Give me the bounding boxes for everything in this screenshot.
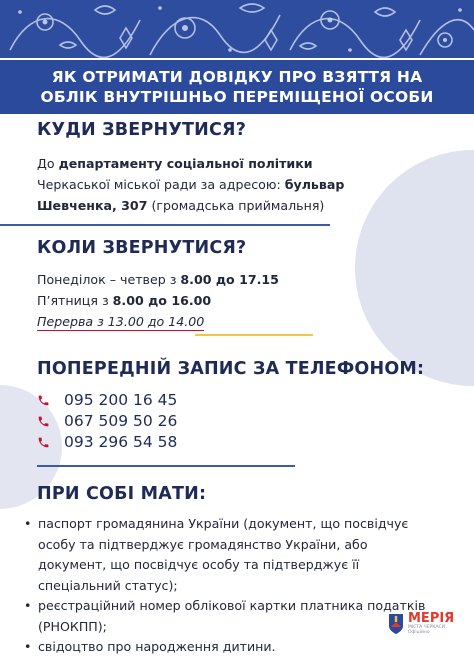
list-item: • реєстраційний номер облікової картки платника податків (РНОКПП); — [24, 596, 434, 637]
divider-yellow — [195, 334, 313, 336]
list-item: • свідоцтво про народження дитини. — [24, 637, 434, 658]
bullet-icon: • — [24, 598, 32, 613]
meria-logo — [388, 612, 454, 635]
when-hours: Понеділок – четвер з 8.00 до 17.15 П’ятниця з 8.00 до 16.00 Перерва з 13.00 до 14.00 — [37, 272, 279, 329]
title-banner — [0, 58, 474, 114]
where-heading: КУДИ ЗВЕРНУТИСЯ? — [37, 120, 247, 140]
decorative-circle-right — [355, 150, 474, 386]
phone-icon — [37, 415, 50, 428]
phone-row[interactable] — [37, 433, 177, 451]
bullet-icon: • — [24, 516, 32, 531]
ornament-pattern — [0, 0, 474, 58]
phones-heading: ПОПЕРЕДНІЙ ЗАПИС ЗА ТЕЛЕФОНОМ: — [37, 359, 425, 379]
phone-icon — [37, 394, 50, 407]
when-heading: КОЛИ ЗВЕРНУТИСЯ? — [37, 238, 247, 258]
phone-row[interactable] — [37, 412, 177, 430]
where-address: До департаменту соціальної політики Черкаської міської ради за адресою: бульвар Шевченка, 307 (громадська приймальня) — [37, 156, 345, 213]
logo-subtitle: МІСТА ЧЕРКАСИ — [408, 625, 446, 630]
divider-blue-2 — [37, 465, 295, 467]
logo-name: МЕРІЯ — [408, 611, 455, 626]
phone-number: 095 200 16 45 — [64, 391, 178, 409]
list-item: • паспорт громадянина України (документ, що посвідчує особу та підтверджує громадянство України, або документ, що посвідчує особу та підтверджує її спеціальний статус); — [24, 514, 434, 596]
phone-number: 093 296 54 58 — [64, 433, 178, 451]
page-title: ЯК ОТРИМАТИ ДОВІДКУ ПРО ВЗЯТТЯ НА ОБЛІК ВНУТРІШНЬО ПЕРЕМІЩЕНОЇ ОСОБИ — [40, 68, 434, 106]
city-emblem-icon — [388, 613, 404, 635]
phone-number: 067 509 50 26 — [64, 412, 178, 430]
divider-blue — [0, 224, 330, 226]
phone-icon — [37, 436, 50, 449]
lunch-break: Перерва з 13.00 до 14.00 — [37, 314, 205, 329]
logo-caption: Офіційно — [408, 630, 430, 635]
documents-list — [24, 514, 434, 658]
phone-row[interactable] — [37, 391, 177, 409]
ornament-banner — [0, 0, 474, 58]
bring-heading: ПРИ СОБІ МАТИ: — [37, 484, 207, 504]
bullet-icon: • — [24, 639, 32, 654]
